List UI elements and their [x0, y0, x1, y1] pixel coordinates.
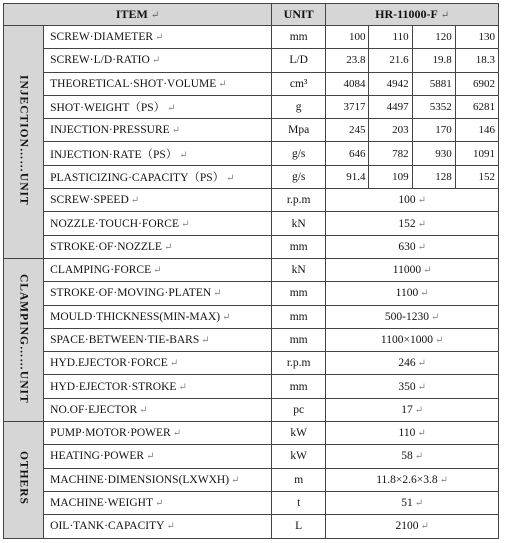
table-row	[4, 328, 499, 351]
item-cell: STROKE·OF·MOVING·PLATEN ↵	[44, 282, 272, 305]
model-header: HR-11000-F ↵	[326, 4, 499, 26]
table-row	[4, 468, 499, 491]
unit-cell: pc	[272, 398, 326, 421]
value-cell: 245	[326, 119, 369, 142]
table-row	[4, 49, 499, 72]
value-cell: 4942	[369, 72, 412, 95]
unit-cell: m	[272, 468, 326, 491]
item-header: ITEM ↵	[4, 4, 272, 26]
unit-cell: kW	[272, 445, 326, 468]
table-row	[4, 398, 499, 421]
item-cell: SCREW·SPEED ↵	[44, 189, 272, 212]
unit-cell: mm	[272, 26, 326, 49]
item-cell: HYD.EJECTOR·FORCE ↵	[44, 352, 272, 375]
table-row	[4, 422, 499, 445]
value-cell: 782	[369, 142, 412, 165]
value-cell: 128	[412, 165, 455, 188]
item-cell: SCREW·DIAMETER ↵	[44, 26, 272, 49]
table-row	[4, 445, 499, 468]
unit-cell: mm	[272, 328, 326, 351]
table-row	[4, 515, 499, 538]
value-cell: 1100 ↵	[326, 282, 499, 305]
item-cell: MOULD·THICKNESS(MIN-MAX) ↵	[44, 305, 272, 328]
unit-cell: Mpa	[272, 119, 326, 142]
value-cell: 51 ↵	[326, 491, 499, 514]
value-cell: 120	[412, 26, 455, 49]
unit-cell: r.p.m	[272, 352, 326, 375]
value-cell: 6281	[455, 95, 498, 118]
item-cell: NO.OF·EJECTOR ↵	[44, 398, 272, 421]
value-cell: 146	[455, 119, 498, 142]
unit-cell: mm	[272, 235, 326, 258]
table-row	[4, 491, 499, 514]
item-cell: SCREW·L/D·RATIO ↵	[44, 49, 272, 72]
unit-cell: kW	[272, 422, 326, 445]
value-cell: 100 ↵	[326, 189, 499, 212]
unit-cell: L/D	[272, 49, 326, 72]
value-cell: 203	[369, 119, 412, 142]
unit-cell: g/s	[272, 142, 326, 165]
item-cell: SHOT·WEIGHT（PS） ↵	[44, 95, 272, 118]
table-row	[4, 95, 499, 118]
unit-cell: L	[272, 515, 326, 538]
value-cell: 930	[412, 142, 455, 165]
item-cell: STROKE·OF·NOZZLE ↵	[44, 235, 272, 258]
unit-cell: mm	[272, 305, 326, 328]
value-cell: 18.3	[455, 49, 498, 72]
value-cell: 5352	[412, 95, 455, 118]
table-row	[4, 189, 499, 212]
table-row	[4, 142, 499, 165]
value-cell: 152 ↵	[326, 212, 499, 235]
value-cell: 21.6	[369, 49, 412, 72]
value-cell: 17 ↵	[326, 398, 499, 421]
value-cell: 2100 ↵	[326, 515, 499, 538]
unit-header: UNIT	[272, 4, 326, 26]
unit-cell: g	[272, 95, 326, 118]
group-injection-unit: INJECTION……UNIT	[4, 26, 44, 259]
value-cell: 11000 ↵	[326, 258, 499, 281]
item-cell: THEORETICAL·SHOT·VOLUME ↵	[44, 72, 272, 95]
value-cell: 1100×1000 ↵	[326, 328, 499, 351]
value-cell: 3717	[326, 95, 369, 118]
unit-cell: mm	[272, 375, 326, 398]
table-row	[4, 305, 499, 328]
value-cell: 350 ↵	[326, 375, 499, 398]
group-others: OTHERS	[4, 422, 44, 538]
table-row	[4, 235, 499, 258]
value-cell: 152	[455, 165, 498, 188]
value-cell: 91.4	[326, 165, 369, 188]
value-cell: 500-1230 ↵	[326, 305, 499, 328]
value-cell: 6902	[455, 72, 498, 95]
item-cell: HEATING·POWER ↵	[44, 445, 272, 468]
item-cell: NOZZLE·TOUCH·FORCE ↵	[44, 212, 272, 235]
unit-cell: g/s	[272, 165, 326, 188]
item-cell: MACHINE·DIMENSIONS(LXWXH) ↵	[44, 468, 272, 491]
item-cell: OIL·TANK·CAPACITY ↵	[44, 515, 272, 538]
value-cell: 1091	[455, 142, 498, 165]
table-row	[4, 119, 499, 142]
item-cell: MACHINE·WEIGHT ↵	[44, 491, 272, 514]
value-cell: 170	[412, 119, 455, 142]
value-cell: 4084	[326, 72, 369, 95]
table-row	[4, 26, 499, 49]
unit-cell: kN	[272, 258, 326, 281]
table-row	[4, 165, 499, 188]
value-cell: 5881	[412, 72, 455, 95]
item-cell: SPACE·BETWEEN·TIE-BARS ↵	[44, 328, 272, 351]
table-row	[4, 282, 499, 305]
group-clamping-unit: CLAMPING……UNIT	[4, 258, 44, 421]
item-cell: PLASTICIZING·CAPACITY（PS） ↵	[44, 165, 272, 188]
item-cell: INJECTION·PRESSURE ↵	[44, 119, 272, 142]
unit-cell: cm³	[272, 72, 326, 95]
value-cell: 110 ↵	[326, 422, 499, 445]
table-row	[4, 212, 499, 235]
value-cell: 11.8×2.6×3.8 ↵	[326, 468, 499, 491]
value-cell: 58 ↵	[326, 445, 499, 468]
item-cell: HYD·EJECTOR·STROKE ↵	[44, 375, 272, 398]
item-cell: INJECTION·RATE（PS） ↵	[44, 142, 272, 165]
value-cell: 23.8	[326, 49, 369, 72]
value-cell: 19.8	[412, 49, 455, 72]
unit-cell: r.p.m	[272, 189, 326, 212]
value-cell: 109	[369, 165, 412, 188]
value-cell: 630 ↵	[326, 235, 499, 258]
value-cell: 4497	[369, 95, 412, 118]
unit-cell: mm	[272, 282, 326, 305]
table-row	[4, 352, 499, 375]
spec-table	[3, 3, 499, 539]
value-cell: 246 ↵	[326, 352, 499, 375]
value-cell: 100	[326, 26, 369, 49]
table-row	[4, 72, 499, 95]
value-cell: 646	[326, 142, 369, 165]
value-cell: 130	[455, 26, 498, 49]
unit-cell: t	[272, 491, 326, 514]
value-cell: 110	[369, 26, 412, 49]
unit-cell: kN	[272, 212, 326, 235]
item-cell: CLAMPING·FORCE ↵	[44, 258, 272, 281]
item-cell: PUMP·MOTOR·POWER ↵	[44, 422, 272, 445]
header-row	[4, 4, 499, 26]
table-row	[4, 258, 499, 281]
table-row	[4, 375, 499, 398]
